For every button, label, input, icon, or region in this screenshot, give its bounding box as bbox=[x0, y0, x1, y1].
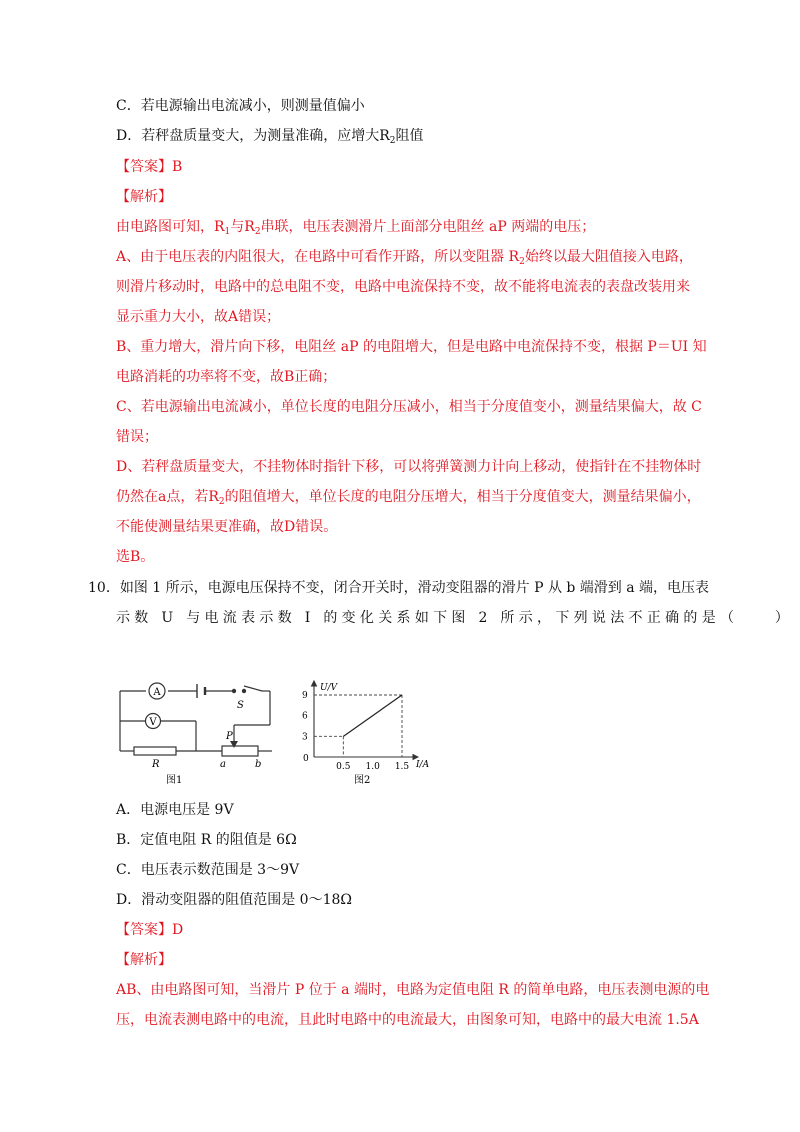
q9-option-c: C．若电源输出电流减小，则测量值偏小 bbox=[116, 98, 365, 114]
ammeter-label: A bbox=[153, 687, 161, 698]
q10-stem-line: 示数 U 与电流表示数 I 的变化关系如下图 2 所示，下列说法不正确的是（ ） bbox=[116, 610, 794, 626]
subscript: 1 bbox=[224, 227, 231, 237]
series-line bbox=[343, 695, 402, 736]
q9-analysis-line: 电路消耗的功率将不变，故B正确； bbox=[116, 369, 337, 385]
y-axis-label: U/V bbox=[320, 683, 338, 693]
text-span: 的阻值增大，单位长度的电阻分压增大，相当于分度值变大，测量结果偏小， bbox=[224, 489, 701, 505]
ui-graph bbox=[296, 677, 446, 789]
text-span: 仍然在a点，若R bbox=[116, 489, 219, 505]
q9-analysis-line: 错误； bbox=[116, 429, 158, 445]
q9-analysis-line: 选B。 bbox=[116, 549, 155, 565]
x-tick-label: 1.5 bbox=[394, 762, 410, 772]
text-span: 由电路图可知，R bbox=[116, 219, 225, 235]
subscript: 2 bbox=[218, 497, 225, 507]
q9-analysis-line: 显示重力大小，故A错误； bbox=[116, 309, 281, 325]
subscript: 2 bbox=[519, 257, 525, 267]
q9-analysis-label: 【解析】 bbox=[116, 189, 172, 205]
y-tick-label: 3 bbox=[302, 732, 308, 743]
q9-option-d-tail: 阻值 bbox=[395, 128, 424, 144]
text-span: A、由于电压表的内阻很大，在电路中可看作开路，所以变阻器 R bbox=[116, 249, 520, 265]
x-tick-label: 0.5 bbox=[336, 762, 351, 772]
q9-option-d bbox=[116, 126, 424, 151]
figure-2-caption: 图2 bbox=[354, 775, 371, 786]
q9-analysis-line bbox=[116, 487, 701, 512]
resistor-label: R bbox=[152, 759, 160, 770]
subscript: 2 bbox=[254, 227, 261, 237]
q9-analysis-line: 不能使测量结果更准确，故D错误。 bbox=[116, 519, 338, 535]
voltmeter-label: V bbox=[149, 717, 157, 728]
q9-analysis-line: B、重力增大，滑片向下移，电阻丝 aP 的电阻增大，但是电路中电流保持不变，根据 P＝UI 知 bbox=[116, 339, 707, 355]
q10-option-c: C．电压表示数范围是 3～9V bbox=[116, 862, 300, 878]
figure-1-caption: 图1 bbox=[166, 775, 183, 786]
q9-answer: 【答案】B bbox=[116, 159, 183, 175]
end-b-label: b bbox=[255, 759, 262, 770]
q9-analysis-line: C、若电源输出电流减小，单位长度的电阻分压减小，相当于分度值变小，测量结果偏大，故 C bbox=[116, 399, 702, 415]
q10-analysis-line: AB、由电路图可知，当滑片 P 位于 a 端时，电路为定值电阻 R 的简单电路，电压表测电源的电 bbox=[116, 982, 710, 998]
circuit-diagram bbox=[112, 677, 280, 789]
q10-analysis-label: 【解析】 bbox=[116, 952, 172, 968]
q10-option-a: A．电源电压是 9V bbox=[116, 802, 234, 818]
x-tick-label: 1.0 bbox=[365, 762, 380, 772]
q10-answer: 【答案】D bbox=[116, 922, 184, 938]
text-span: 与R bbox=[230, 219, 255, 235]
end-a-label: a bbox=[220, 759, 226, 770]
y-tick-label: 9 bbox=[302, 691, 308, 701]
slider-label: P bbox=[226, 731, 233, 742]
y-tick-label: 6 bbox=[302, 711, 308, 722]
x-axis-label: I/A bbox=[416, 760, 430, 770]
switch-label: S bbox=[237, 700, 244, 711]
q9-option-d-subscript: 2 bbox=[389, 136, 396, 146]
q10-option-b: B．定值电阻 R 的阻值是 6Ω bbox=[116, 832, 297, 848]
q9-analysis-line bbox=[116, 247, 693, 272]
q10-analysis-line: 压，电流表测电路中的电流，且此时电路中的电流最大，由图象可知，电路中的最大电流 1.5A bbox=[116, 1012, 699, 1028]
q9-option-d-text: D．若秤盘质量变大，为测量准确，应增大R bbox=[116, 128, 390, 144]
q9-analysis-line: 则滑片移动时，电路中的总电阻不变，电路中电流保持不变，故不能将电流表的表盘改装用来 bbox=[116, 279, 690, 295]
q9-analysis-line bbox=[116, 217, 595, 242]
text-span: 串联，电压表测滑片上面部分电阻丝 aP 两端的电压； bbox=[260, 219, 596, 235]
q10-stem-line: 10．如图 1 所示，电源电压保持不变，闭合开关时，滑动变阻器的滑片 P 从 b 端滑到 a 端，电压表 bbox=[88, 580, 710, 596]
text-span: 始终以最大阻值接入电路， bbox=[524, 249, 693, 265]
q9-analysis-line: D、若秤盘质量变大，不挂物体时指针下移，可以将弹簧测力计向上移动，使指针在不挂物体时 bbox=[116, 459, 702, 475]
q10-option-d: D．滑动变阻器的阻值范围是 0～18Ω bbox=[116, 892, 353, 908]
origin-label: 0 bbox=[303, 754, 309, 764]
